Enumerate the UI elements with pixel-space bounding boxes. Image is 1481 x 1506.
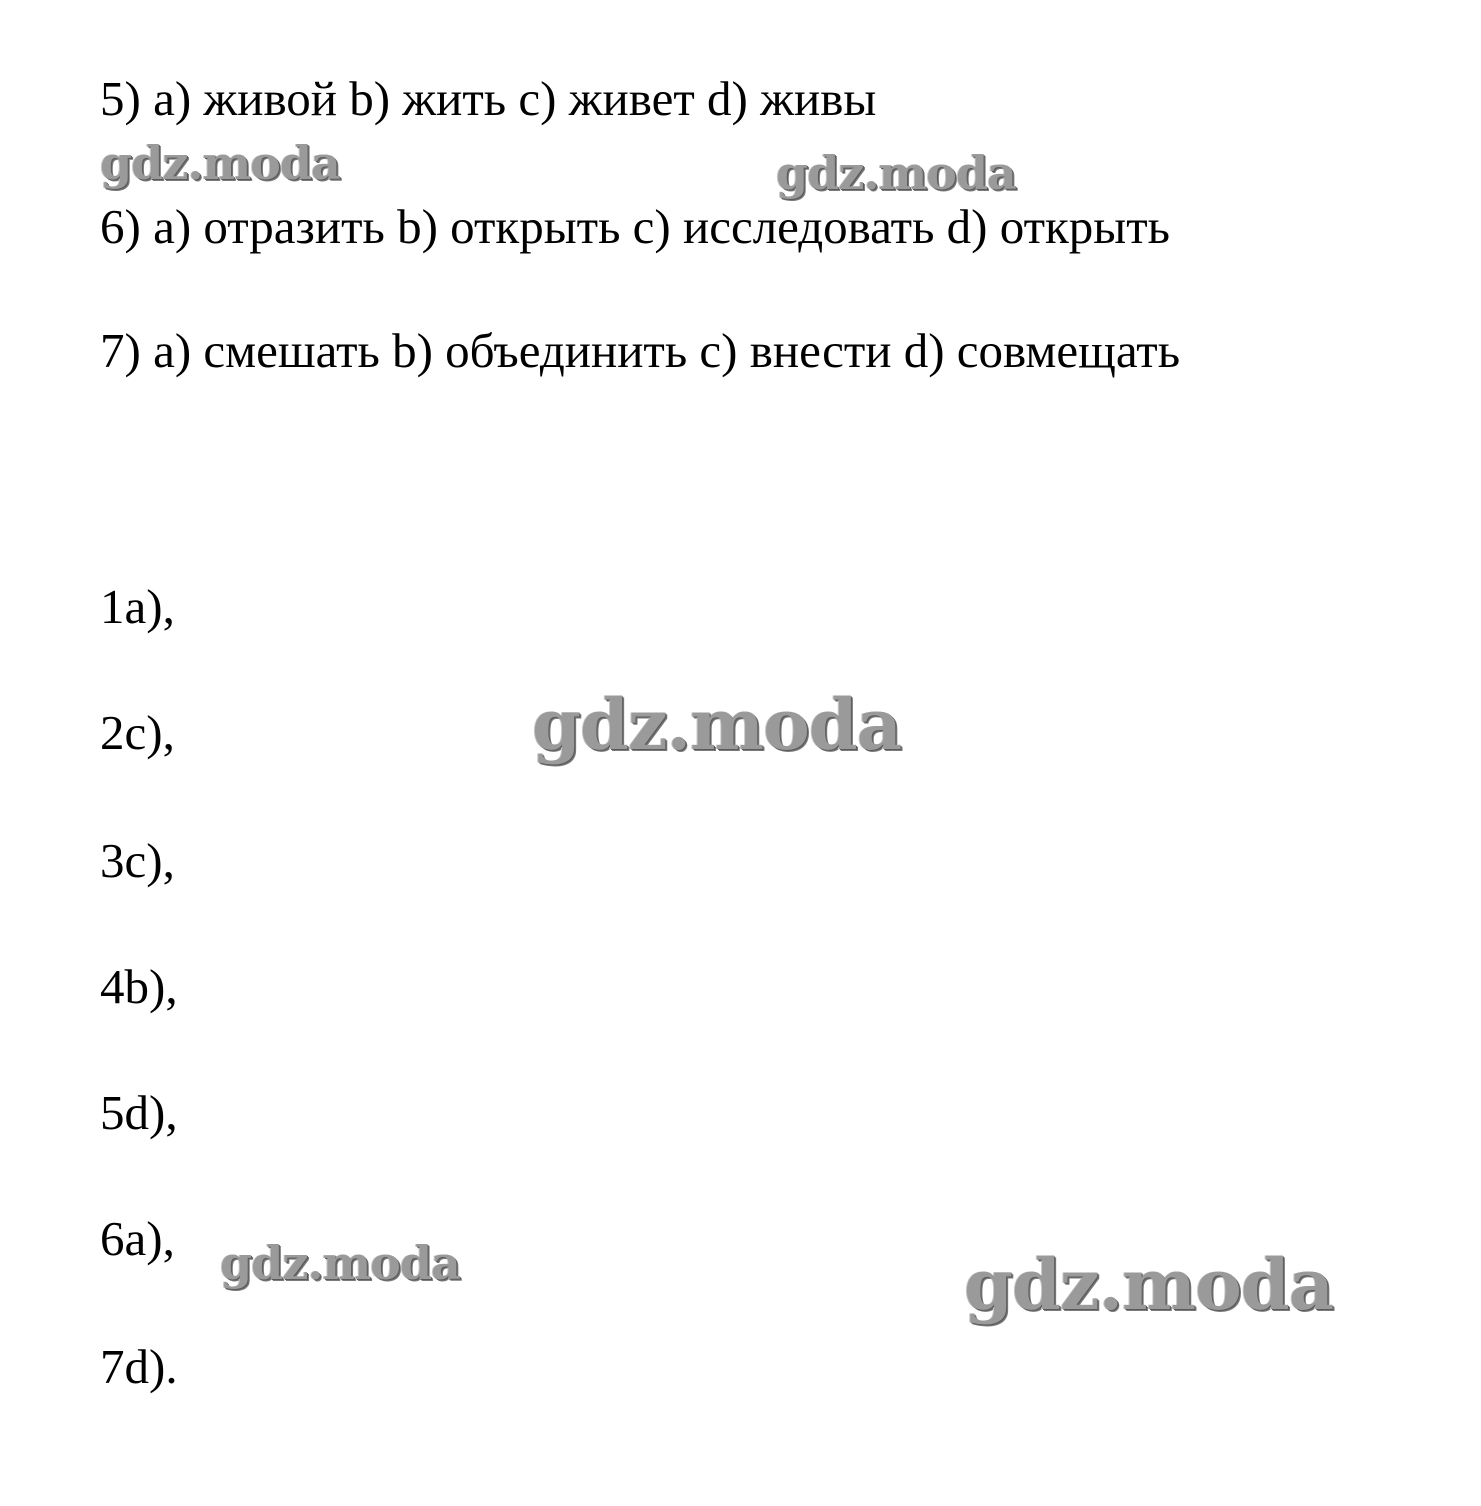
option-line-6: 6) a) отразить b) открыть c) исследовать d) открыть xyxy=(100,199,1170,254)
watermark-top-center: gdz.moda xyxy=(776,146,1016,200)
answer-5: 5d), xyxy=(100,1085,178,1140)
watermark-top-left: gdz.moda xyxy=(100,136,340,190)
answer-3: 3c), xyxy=(100,833,175,888)
watermark-center: gdz.moda xyxy=(532,683,902,766)
option-line-5: 5) a) живой b) жить c) живет d) живы xyxy=(100,71,877,126)
answer-2: 2c), xyxy=(100,705,175,760)
answer-6: 6a), xyxy=(100,1211,175,1266)
watermark-bottom-left: gdz.moda xyxy=(220,1236,460,1290)
watermark-bottom-right: gdz.moda xyxy=(964,1243,1334,1326)
option-line-7: 7) a) смешать b) объединить c) внести d) совмещать xyxy=(100,323,1181,378)
answer-1: 1a), xyxy=(100,579,175,634)
answer-7: 7d). xyxy=(100,1339,178,1394)
answer-4: 4b), xyxy=(100,959,178,1014)
